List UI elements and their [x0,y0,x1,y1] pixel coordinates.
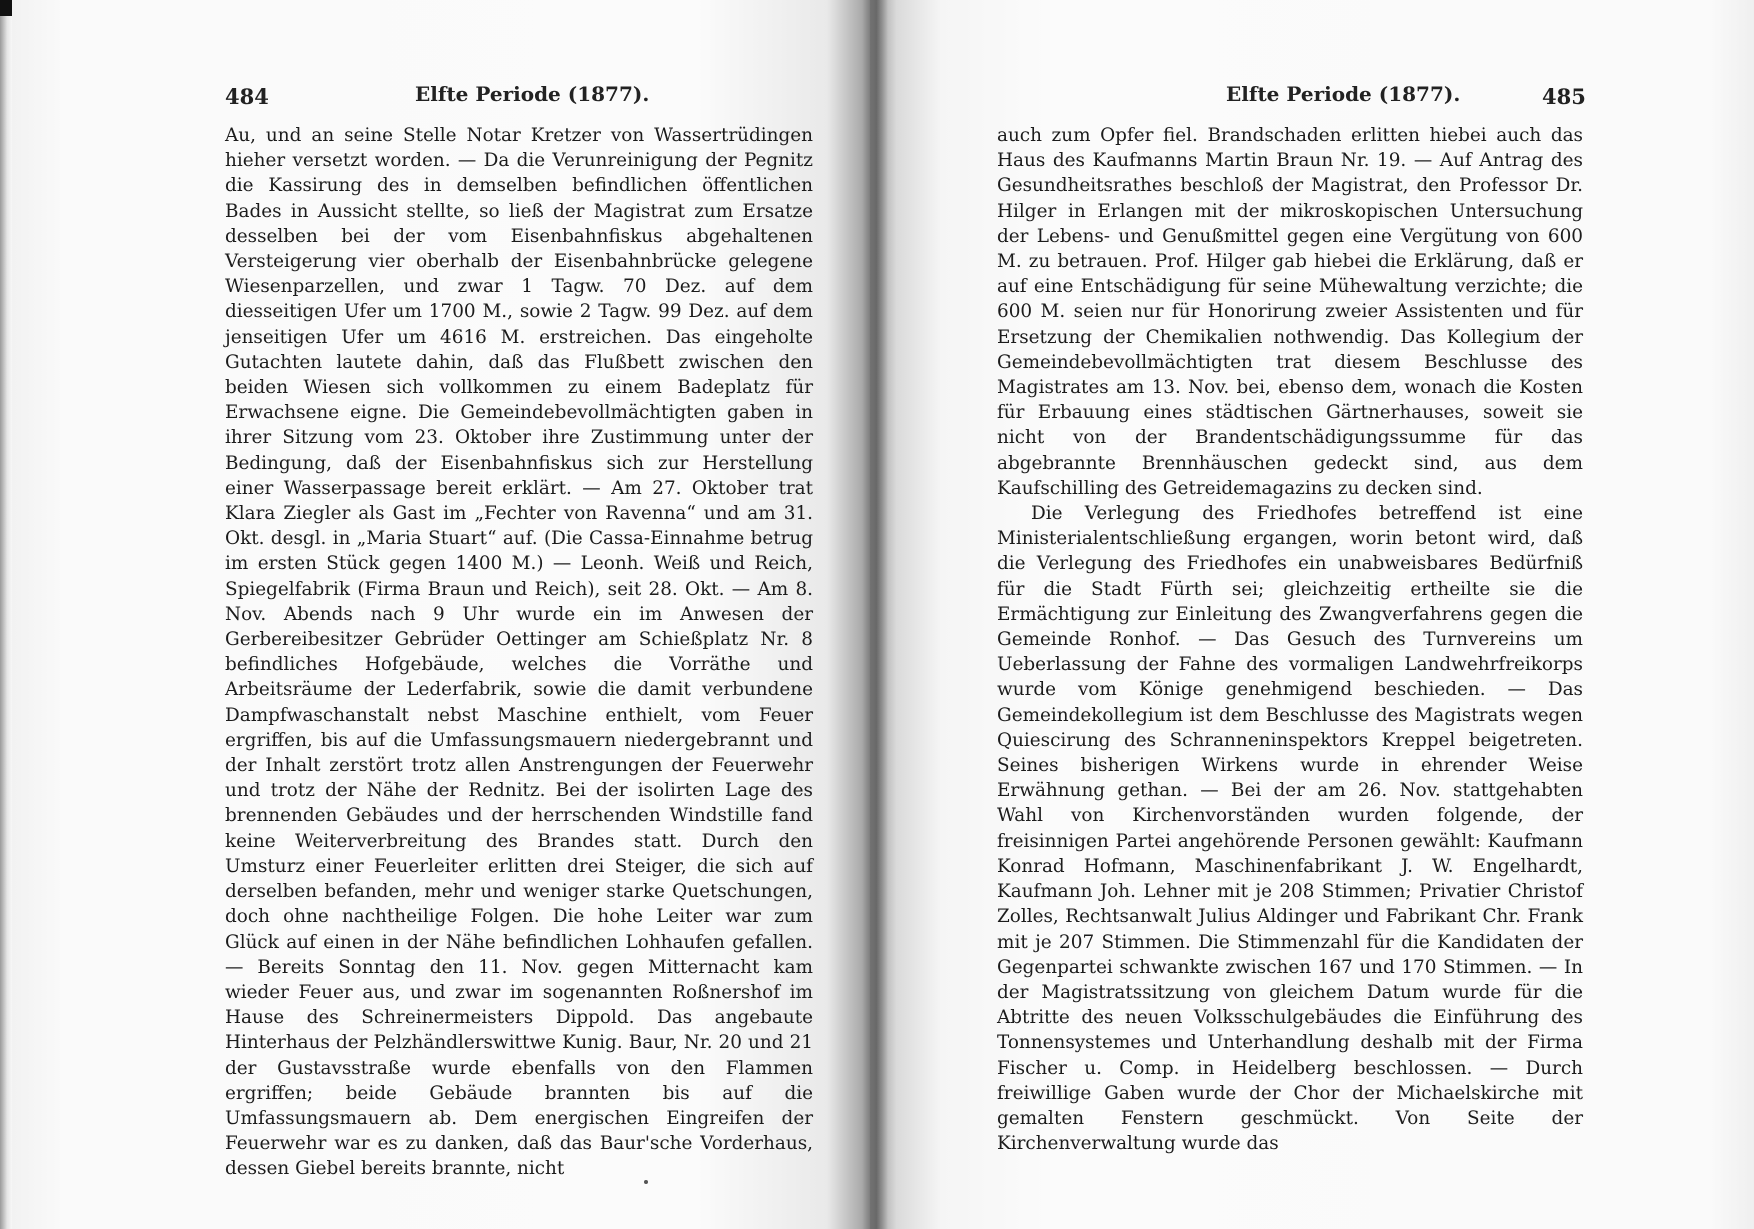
paragraph: Au, und an seine Stelle Notar Kretzer von Wassertrüdingen hieher versetzt worden. — Da die Verunreinigung der Pegnitz die Kassirung des in demselben befindlichen öffentlichen Bades in Aussicht stellte, so ließ der Magistrat zum Ersatze desselben bei der vom Eisenbahnfiskus abgehaltenen Versteigerung vier oberhalb der Eisenbahnbrücke gelegene Wiesenparzellen, und zwar 1 Tagw. 70 Dez. auf dem diesseitigen Ufer um 1700 M., sowie 2 Tagw. 99 Dez. auf dem jenseitigen Ufer um 4616 M. erstreichen. Das eingeholte Gutachten lautete dahin, daß das Flußbett zwischen den beiden Wiesen sich vollkommen zu einem Badeplatz für Erwachsene eigne. Die Gemeindebevollmächtigten gaben in ihrer Sitzung vom 23. Oktober ihre Zustimmung unter der Bedingung, daß der Eisenbahnfiskus sich zur Herstellung einer Wasserpassage bereit erklärt. — Am 27. Oktober trat Klara Ziegler als Gast im „Fechter von Ravenna“ und am 31. Okt. desgl. in „Maria Stuart“ auf. (Die Cassa-Einnahme betrug im ersten Stück gegen 1400 M.) — Leonh. Weiß und Reich, Spiegelfabrik (Firma Braun und Reich), seit 28. Okt. — Am 8. Nov. Abends nach 9 Uhr wurde ein im Anwesen der Gerbereibesitzer Gebrüder Oettinger am Schießplatz Nr. 8 befindliches Hofgebäude, welches die Vorräthe und Arbeitsräume der Lederfabrik, sowie die damit verbundene Dampfwaschanstalt nebst Maschine enthielt, vom Feuer ergriffen, bis auf die Umfassungsmauern niedergebrannt und der Inhalt zerstört trotz allen Anstrengungen der Feuerwehr und trotz der Nähe der Rednitz. Bei der isolirten Lage des brennenden Gebäudes und der herrschenden Windstille fand keine Weiterverbreitung des Brandes statt. Durch den Umsturz einer Feuerleiter erlitten drei Steiger, die sich auf derselben befanden, mehr und weniger starke Quetschungen, doch ohne nachtheilige Folgen. Die hohe Leiter war zum Glück auf einen in der Nähe befindlichen Lohhaufen gefallen. — Bereits Sonntag den 11. Nov. gegen Mitternacht kam wieder Feuer aus, und zwar im sogenannten Roßnershof im Hause des Schreinermeisters Dippold. Das angebaute Hinterhaus der Pelzhändlerswittwe Kunig. Baur, Nr. 20 und 21 der Gustavsstraße wurde ebenfalls von den Flammen ergriffen; beide Gebäude brannten bis auf die Umfassungsmauern ab. Dem energischen Eingreifen der Feuerwehr war es zu danken, daß das Baur'sche Vorderhaus, dessen Giebel bereits brannte, nicht [225,125,813,1180]
right-page [870,0,1754,1229]
left-page [12,0,870,1229]
book-gutter-shadow [862,0,888,1229]
page-number: 484 [225,84,269,109]
body-text [997,123,1583,1156]
body-text [225,123,813,1182]
book-edge-shadow [0,16,12,1229]
print-speck [644,1180,648,1184]
running-head: Elfte Periode (1877). [1226,82,1461,106]
paragraph: auch zum Opfer fiel. Brandschaden erlitten hiebei auch das Haus des Kaufmanns Martin Braun Nr. 19. — Auf Antrag des Gesundheitsrathes beschloß der Magistrat, den Professor Dr. Hilger in Erlangen mit der mikroskopischen Untersuchung der Lebens- und Genußmittel gegen eine Vergütung von 600 M. zu betrauen. Prof. Hilger gab hiebei die Erklärung, daß er auf eine Entschädigung für seine Mühewaltung verzichte; die 600 M. seien nur für Honorirung zweier Assistenten und für Ersetzung der Chemikalien nothwendig. Das Kollegium der Gemeindebevollmächtigten trat diesem Beschlusse des Magistrates am 13. Nov. bei, ebenso dem, wonach die Kosten für Erbauung eines städtischen Gärtnerhauses, soweit sie nicht von der Brandentschädigungssumme für das abgebrannte Brennhäuschen gedeckt sind, aus dem Kaufschilling des Getreidemagazins zu decken sind. [997,125,1583,499]
paragraph: Die Verlegung des Friedhofes betreffend ist eine Ministerialentschließung ergangen, worin betont wird, daß die Verlegung des Friedhofes ein unabweisbares Bedürfniß für die Stadt Fürth sei; gleichzeitig ertheilte sie die Ermächtigung zur Einleitung des Zwangverfahrens gegen die Gemeinde Ronhof. — Das Gesuch des Turnvereins um Ueberlassung der Fahne des vormaligen Landwehrfreikorps wurde vom Könige genehmigend beschieden. — Das Gemeindekollegium ist dem Beschlusse des Magistrats wegen Quiescirung des Schranneninspektors Kreppel beigetreten. Seines bisherigen Wirkens wurde in ehrender Weise Erwähnung gethan. — Bei der am 26. Nov. stattgehabten Wahl von Kirchenvorständen wurden folgende, der freisinnigen Partei angehörende Personen gewählt: Kaufmann Konrad Hofmann, Maschinenfabrikant J. W. Engelhardt, Kaufmann Joh. Lehner mit je 208 Stimmen; Privatier Christof Zolles, Rechtsanwalt Julius Aldinger und Fabrikant Chr. Frank mit je 207 Stimmen. Die Stimmenzahl für die Kandidaten der Gegenpartei schwankte zwischen 167 und 170 Stimmen. — In der Magistratssitzung von gleichem Datum wurde für die Abtritte des neuen Volksschulgebäudes die Einführung des Tonnensystemes und Unterhandlung deshalb mit der Firma Fischer u. Comp. in Heidelberg beschlossen. — Durch freiwillige Gaben wurde der Chor der Michaelskirche mit gemalten Fenstern geschmückt. Von Seite der Kirchenverwaltung wurde das [997,503,1583,1155]
page-number: 485 [1542,84,1586,109]
running-head: Elfte Periode (1877). [415,82,650,106]
